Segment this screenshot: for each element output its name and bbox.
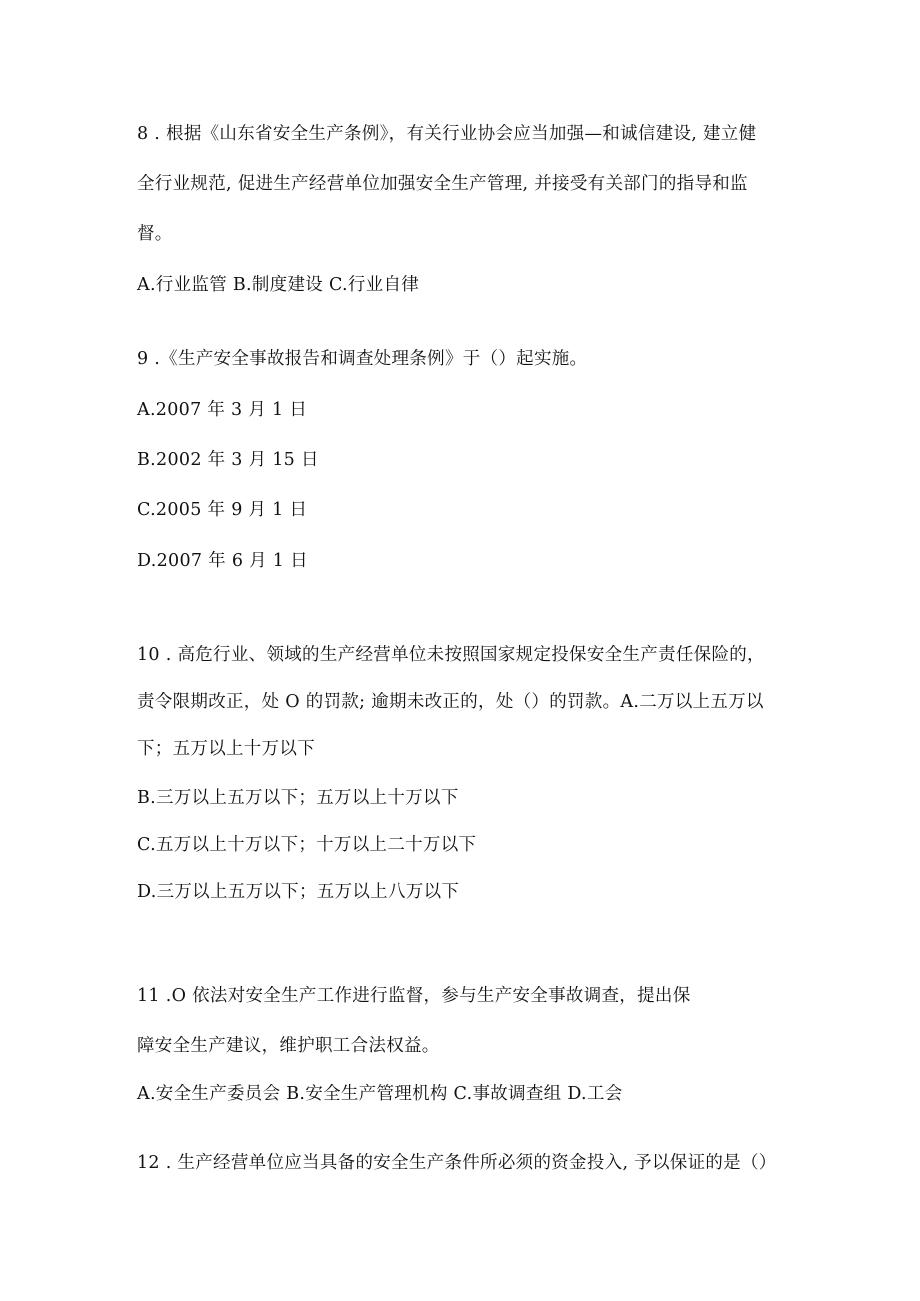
q8-options: A.行业监管 B.制度建设 C.行业自律 — [137, 275, 420, 295]
q9-option-a: A.2007 年 3 月 1 日 — [137, 400, 308, 420]
q11-options: A.安全生产委员会 B.安全生产管理机构 C.事故调查组 D.工会 — [137, 1084, 623, 1104]
q12-stem-line1: 12 . 生产经营单位应当具备的安全生产条件所必须的资金投入, 予以保证的是（） — [137, 1153, 777, 1173]
q11-stem-line2: 障安全生产建议，维护职工合法权益。 — [137, 1036, 440, 1056]
q10-option-d: D.三万以上五万以下；五万以上八万以下 — [137, 882, 460, 902]
q10-stem-line3: 下；五万以上十万以下 — [137, 739, 315, 759]
q8-stem-line1: 8 . 根据《山东省安全生产条例》，有关行业协会应当加强—和诚信建设, 建立健 — [137, 124, 757, 144]
q9-option-b: B.2002 年 3 月 15 日 — [137, 450, 319, 470]
q10-stem-line1: 10 . 高危行业、领域的生产经营单位未按照国家规定投保安全生产责任保险的， — [137, 645, 765, 665]
q10-stem-line2: 责令限期改正，处 O 的罚款; 逾期未改正的，处（）的罚款。A.二万以上五万以 — [137, 692, 764, 712]
q9-option-c: C.2005 年 9 月 1 日 — [137, 500, 308, 520]
q9-option-d: D.2007 年 6 月 1 日 — [137, 551, 308, 571]
q9-stem: 9 .《生产安全事故报告和调查处理条例》于（）起实施。 — [137, 349, 588, 369]
q8-stem-line3: 督。 — [137, 224, 173, 244]
q11-stem-line1: 11 .O 依法对安全生产工作进行监督，参与生产安全事故调查，提出保 — [137, 986, 691, 1006]
q8-stem-line2: 全行业规范, 促进生产经营单位加强安全生产管理, 并接受有关部门的指导和监 — [137, 174, 748, 194]
q10-option-c: C.五万以上十万以下；十万以上二十万以下 — [137, 835, 477, 855]
q10-option-b: B.三万以上五万以下；五万以上十万以下 — [137, 788, 459, 808]
